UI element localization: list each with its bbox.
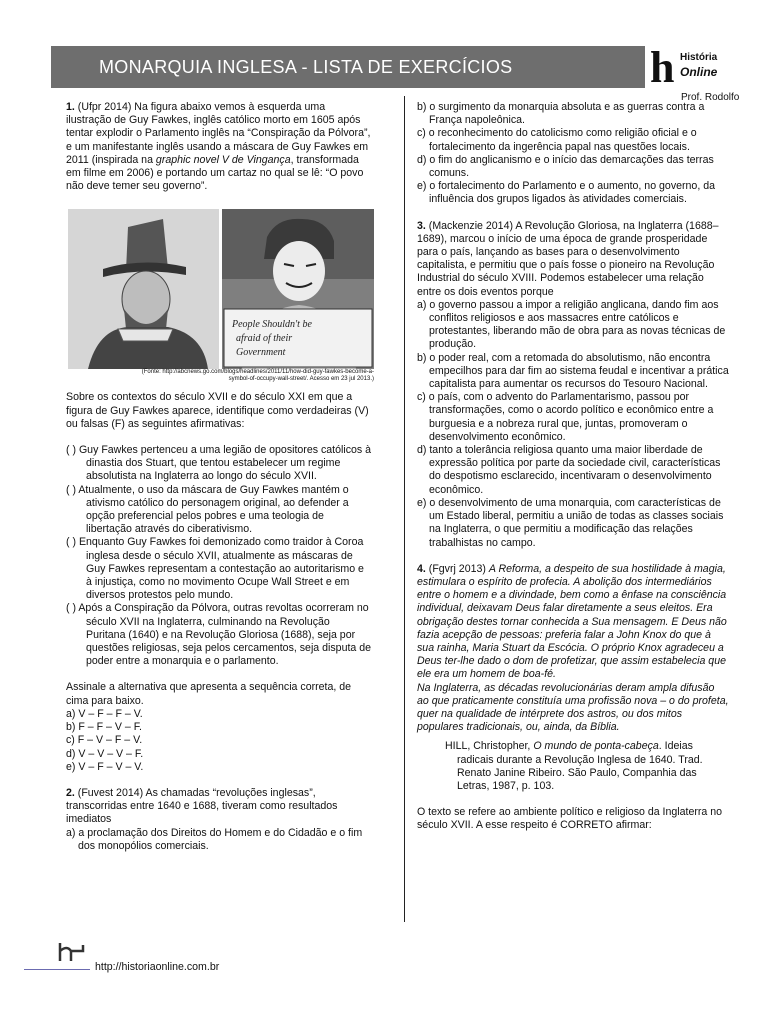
q3-option-c: c) o país, com o advento do Parlamentarismo, passou por transformações, como o acordo político e econômico entre a burguesia e a nobreza rural que, juntas, promoveram o desenvolvimento econômico. (417, 391, 714, 443)
logo-text-line2: Online (680, 65, 718, 79)
q2-option-b: b) o surgimento da monarquia absoluta e as guerras contra a França napoleônica. (417, 101, 705, 127)
q1-intro: 1. (Ufpr 2014) Na figura abaixo vemos à esquerda uma ilustração de Guy Fawkes, inglês católico morto em 1605 após tentar explodir o Parlamento inglês na “Conspiração da Pólvora”, e um manifestante inglês usando a máscara de Guy Fawkes em 2011 (inspirada na graphic novel V de Vingança, transformada em filme em 2006) e portando um cartaz no qual se lê: “O povo não deve temer seu governo”. (66, 101, 371, 193)
q4-number: 4. (417, 562, 426, 575)
figure-caption: (Fonte: http://abcnews.go.com/blogs/headlines/2011/11/how-did-guy-fawkes-become-a-symbol-of-occupy-wall-street/. Acesso em 23 jul 2013.) (141, 369, 374, 383)
q3-option-e: e) o desenvolvimento de uma monarquia, com características de um Estado liberal, permitiu a união de todas as classes sociais na Inglaterra, o que permitiu a modificação das relações trabalhistas no campo. (417, 496, 724, 549)
q2-intro: 2. (Fuvest 2014) As chamadas “revoluções inglesas”, transcorridas entre 1640 e 1688, tiveram como resultados imediatos (66, 786, 338, 826)
q3-option-b: b) o poder real, com a retomada do absolutismo, não encontra empecilhos para dar fim ao sistema feudal e incentivar a prática capitalista para aumentar os recursos do Tesouro Nacional. (417, 351, 729, 391)
q1-option-a: a) V – F – F – V. (66, 707, 143, 720)
historia-online-logo: h História Online (650, 43, 718, 92)
q1-option-b: b) F – F – V – F. (66, 721, 142, 734)
column-divider (404, 96, 405, 922)
q4-question: O texto se refere ao ambiente político e religioso da Inglaterra no século XVII. A esse respeito é CORRETO afirmar: (417, 806, 723, 832)
q1-option-e: e) V – F – V – V. (66, 760, 144, 773)
q4-quote-2: Na Inglaterra, as décadas revolucionárias deram ampla difusão ao que praticamente constituía uma profissão nova – o do profeta, quer na qualidade de intérprete dos astros, ou dos mitos populares tradicionais, ou, ainda, da Bíblia. (417, 681, 729, 734)
svg-text:afraid of their: afraid of their (236, 333, 293, 345)
q3-option-d: d) tanto a tolerância religiosa quanto uma maior liberdade de expressão política por parte da sociedade civil, características do despotismo esclarecido, incentivaram o desenvolvimento econômico. (417, 444, 721, 496)
q2-option-a: a) a proclamação dos Direitos do Homem e do Cidadão e o fim dos monopólios comerciais. (66, 826, 363, 852)
page-title-banner (51, 46, 645, 88)
q3-number: 3. (417, 219, 426, 232)
q1-option-c: c) F – V – F – V. (66, 734, 143, 747)
q2-option-e: e) o fortalecimento do Parlamento e o aumento, no governo, da influência dos grupos ligados às atividades comerciais. (417, 180, 715, 206)
q4-citation: HILL, Christopher, O mundo de ponta-cabeça. Ideias radicais durante a Revolução Inglesa de 1640. Trad. Renato Janine Ribeiro. São Paulo, Companhia das Letras, 1987, p. 103. (445, 740, 703, 792)
author-name: Prof. Rodolfo (681, 92, 740, 103)
q2-option-d: d) o fim do anglicanismo e o início das demarcações das terras comuns. (417, 153, 714, 180)
footer-logo-icon (57, 941, 87, 963)
q4-intro: 4. (Fgvrj 2013) A Reforma, a despeito de sua hostilidade à magia, estimulara o espírito de profecia. A abolição dos intermediários entre o homem e a divindade, bem como a ênfase na consciência individual, deixavam Deus falar diretamente a seus eleitos. Era obrigação destes tornar conhecida a Sua mensagem. E Deus não fazia acepção de pessoas: preferia falar a John Knox do que à sua rainha, Maria Stuart da Escócia. O próprio Knox agradeceu a Deus ter-lhe dado o dom de profetizar, que assim estabelecia que ele era um homem de boa-fé. (417, 562, 727, 681)
q3-intro: 3. (Mackenzie 2014) A Revolução Gloriosa, na Inglaterra (1688–1689), marcou o início de uma época de grande prosperidade para o país, lançando as bases para o desenvolvimento capitalista, e permitiu que o país fosse o pioneiro na Revolução Industrial do século XVIII. Podemos estabelecer uma relação entre os dois eventos porque (417, 219, 719, 298)
protest-sign-text: People Shouldn't be (232, 319, 312, 331)
guy-fawkes-engraving-image (68, 209, 219, 369)
q1-number: 1. (66, 101, 75, 113)
q1-statement: ( ) Atualmente, o uso da máscara de Guy Fawkes mantém o ativismo católico do personagem original, ao defender a opção preferencial pelos pobres e uma teologia de libertação através do ciberativismo. (66, 483, 349, 536)
q1-question: Sobre os contextos do século XVII e do século XXI em que a figura de Guy Fawkes aparece, identifique como verdadeiras (V) ou falsas (F) as seguintes afirmativas: (66, 391, 369, 430)
svg-text:Government: Government (236, 347, 286, 359)
logo-text-line1: História (680, 52, 718, 63)
q1-figure (68, 209, 372, 385)
q1-instruction: Assinale a alternativa que apresenta a sequência correta, de cima para baixo. (66, 681, 352, 707)
page-title: MONARQUIA INGLESA - LISTA DE EXERCÍCIOS (99, 57, 513, 77)
q1-statement: ( ) Enquanto Guy Fawkes foi demonizado como traidor à Coroa inglesa desde o século XVII, atualmente as máscaras de Guy Fawkes representam a contestação ao autoritarismo e à injustiça, como no movimento Ocupe Wall Street e em diversos protestos pelo mundo. (66, 536, 364, 602)
footer-url[interactable]: http://historiaonline.com.br (95, 961, 220, 973)
q1-statement: ( ) Guy Fawkes pertenceu a uma legião de opositores católicos à dinastia dos Stuart, que tentou estabelecer um regime absolutista na Inglaterra ao longo do século XVII. (66, 444, 372, 483)
protester-guy-fawkes-mask-image (222, 209, 374, 369)
q1-statement: ( ) Após a Conspiração da Pólvora, outras revoltas ocorreram no século XVII na Inglaterra, culminando na Revolução Puritana (1640) e na Revolução Gloriosa (1688), seja por questões religiosas, seja pelos cercamentos, seja disputa de poder entre a monarquia e o parlamento. (66, 602, 372, 668)
q2-number: 2. (66, 786, 75, 799)
q3-option-a: a) o governo passou a impor a religião anglicana, dando fim aos conflitos religiosos e aos massacres entre católicos e protestantes, liberando mão de obra para as novas técnicas de produção. (417, 298, 726, 351)
left-column (66, 101, 372, 853)
q2-option-c: c) o reconhecimento do catolicismo como religião oficial e o fortalecimento da ingerência papal nas questões locais. (417, 127, 697, 153)
q4-quote: A Reforma, a despeito de sua hostilidade à magia, estimulara o espírito de profecia. A abolição dos intermediários entre o homem e a divindade, bem como a ênfase na consciência individual, deixavam Deus falar diretamente a seus eleitos. Era obrigação destes tornar conhecida a Sua mensagem. E Deus não fazia acepção de pessoas: preferia falar a John Knox do que à sua rainha, Maria Stuart da Escócia. O próprio Knox agradeceu a Deus ter-lhe dado o dom de profetizar, que assim estabelecia que ele era um homem de boa-fé. (417, 562, 727, 681)
footer-divider (24, 969, 90, 970)
q1-option-d: d) V – V – V – F. (66, 747, 144, 760)
right-column (417, 101, 729, 833)
